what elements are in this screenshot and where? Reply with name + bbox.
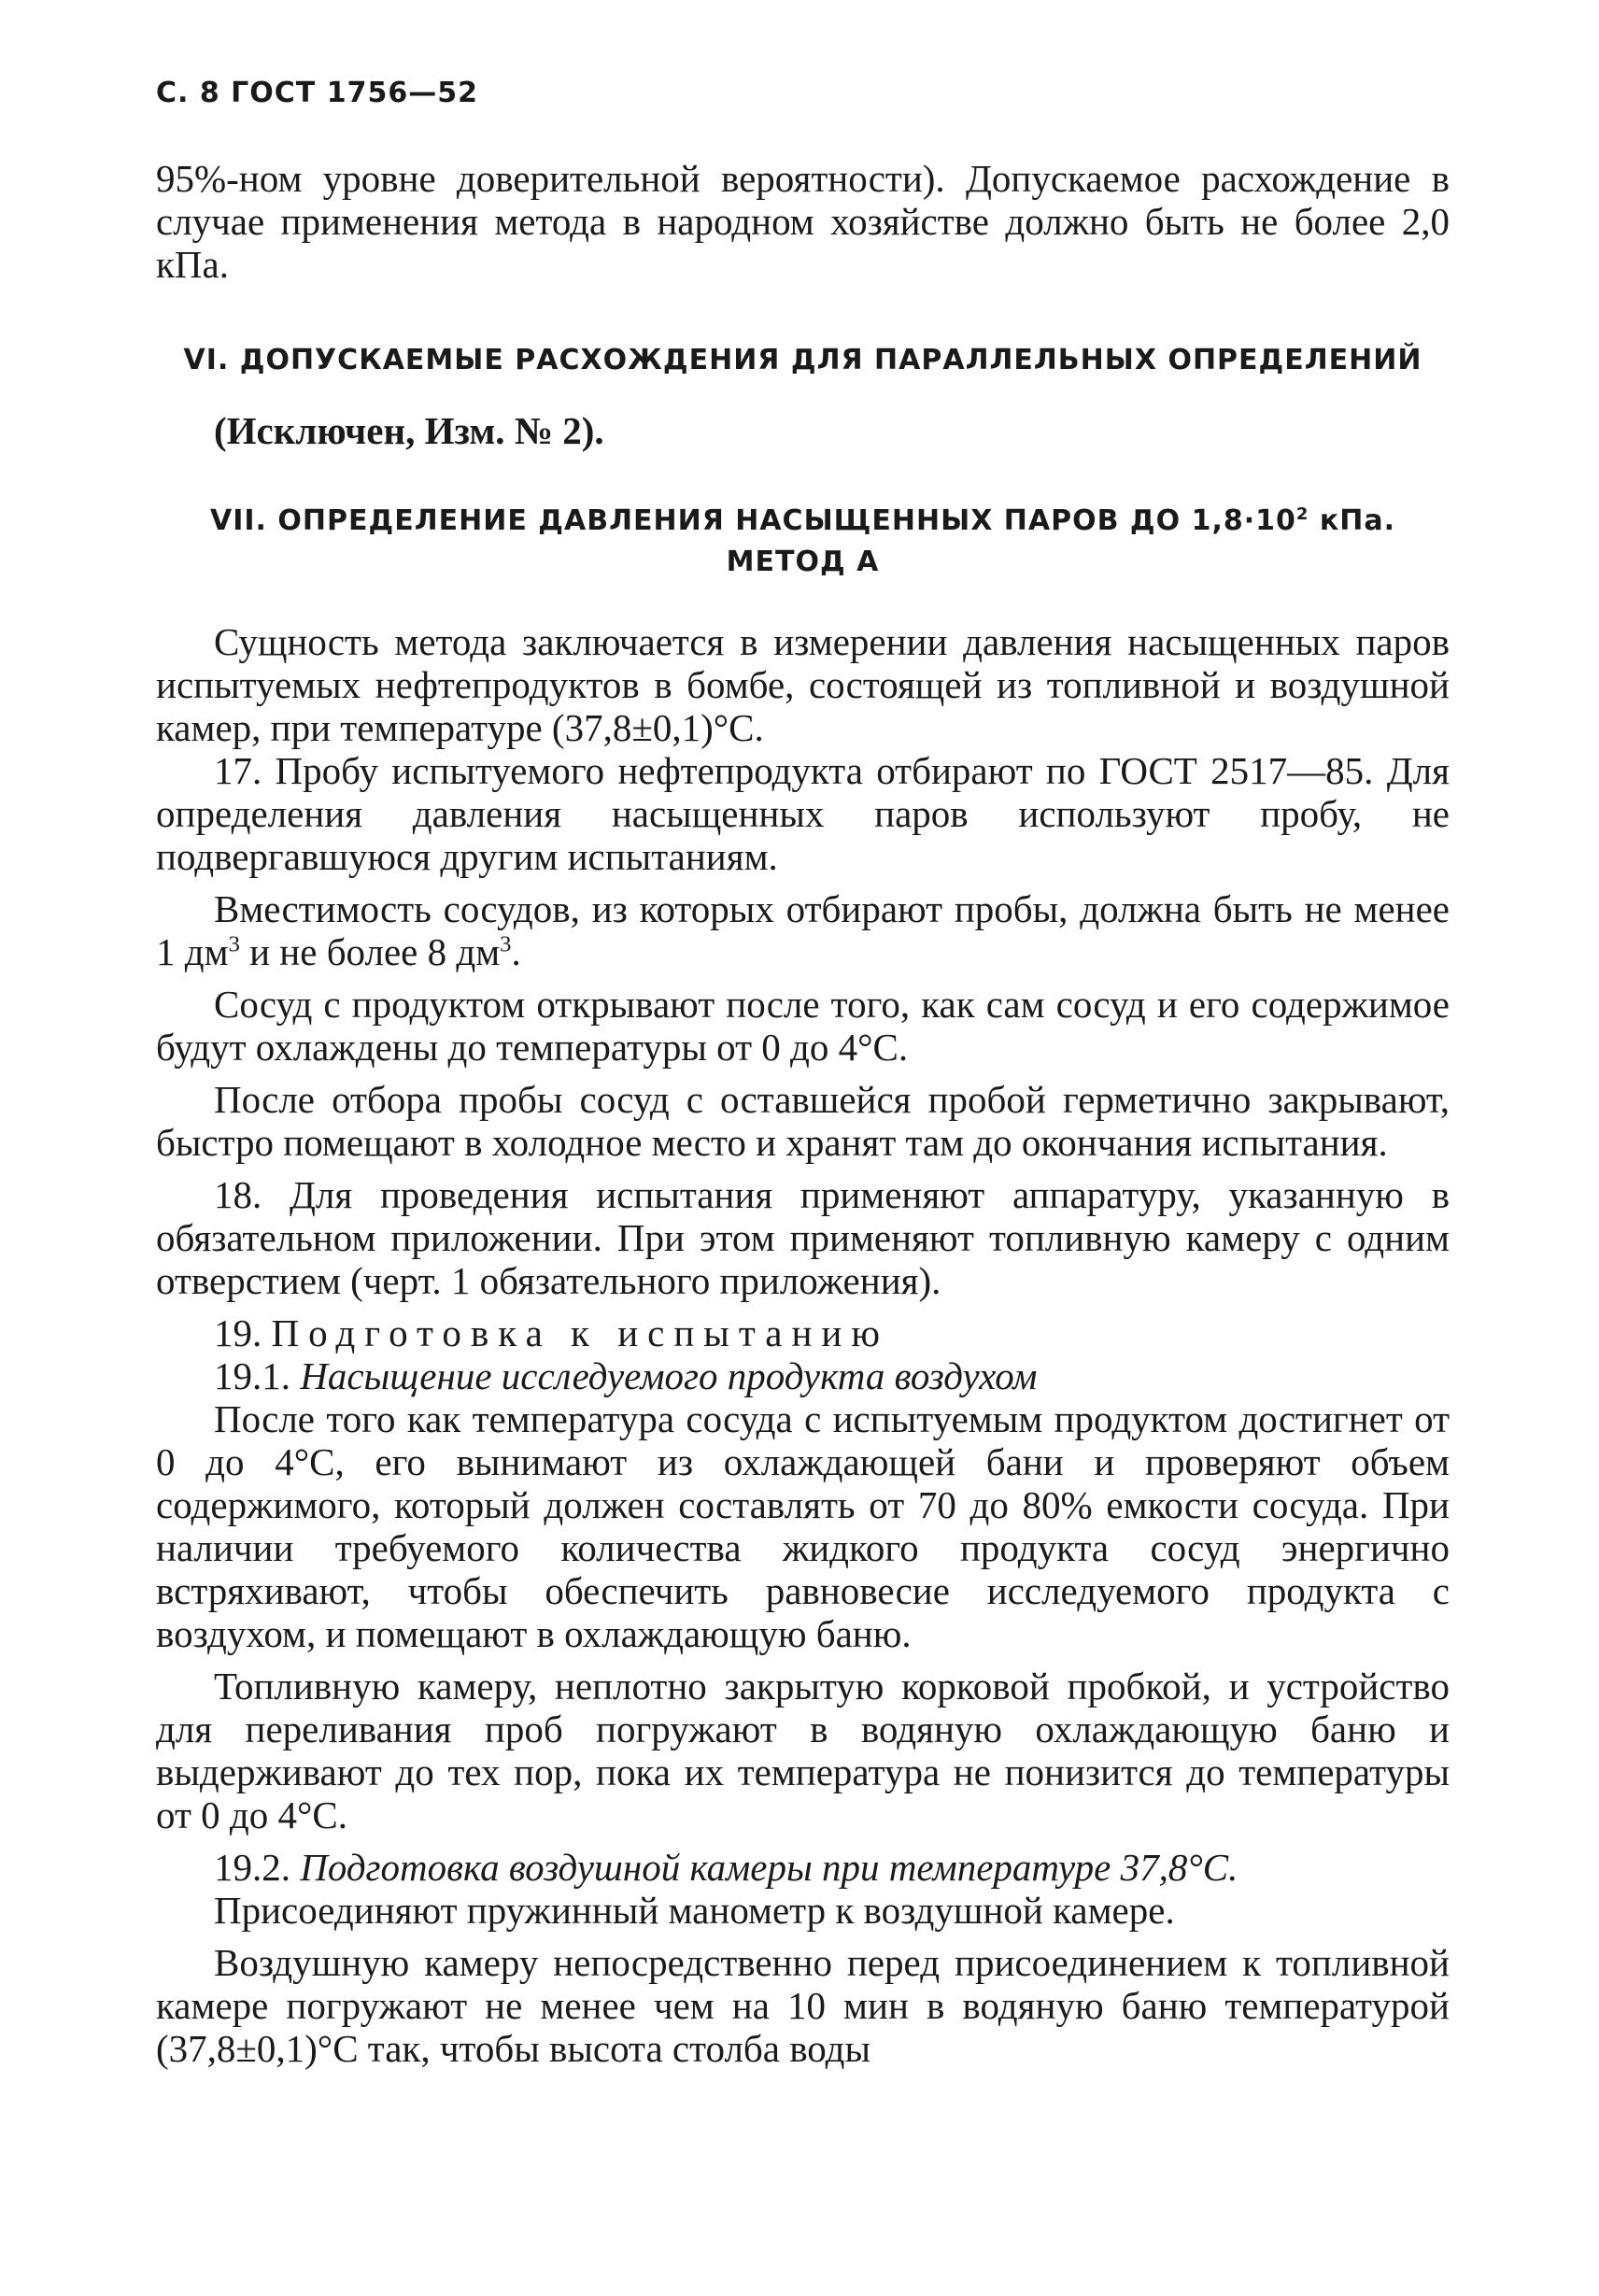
air-chamber-paragraph: Воздушную камеру непосредственно перед присоединением к топливной камере погружают не менее чем на 10 мин в водяную баню температурой (37,8±0,1)°С так, чтобы высота столба воды <box>156 1941 1450 2070</box>
section-vii-heading <box>156 501 1450 583</box>
clause-19-2-text: Присоединяют пружинный манометр к воздушной камере. <box>214 1889 1175 1932</box>
clause-17: 17. Пробу испытуемого нефтепродукта отбирают по ГОСТ 2517—85. Для определения давления насыщенных паров используют пробу, не подвергавшуюся другим испытаниям. <box>156 749 1450 878</box>
section-vi-excluded-note: (Исключен, Изм. № 2). <box>214 409 604 452</box>
clause-19-1-text: После того как температура сосуда с испытуемым продуктом достигнет от 0 до 4°С, его вынимают из охлаждающей бани и проверяют объем содержимого, который должен составлять от 70 до 80% емкости сосуда. При наличии требуемого количества жидкого продукта сосуд энергично встряхивают, чтобы обеспечить равновесие исследуемого продукта с воздухом, и помещают в охлаждающую баню. <box>156 1397 1450 1655</box>
vessel-open: Сосуд с продуктом открывают после того, как сам сосуд и его содержимое будут охлаждены до температуры от 0 до 4°С. <box>156 983 1450 1069</box>
clause-19-2-heading: 19.2. Подготовка воздушной камеры при температуре 37,8°С. <box>214 1846 1238 1889</box>
running-head: С. 8 ГОСТ 1756—52 <box>156 77 478 109</box>
section-vii-heading-line1: VII. ОПРЕДЕЛЕНИЕ ДАВЛЕНИЯ НАСЫЩЕННЫХ ПАРОВ ДО $1,8\cdot 10^2$ кПа. <box>210 504 1395 537</box>
method-essence: Сущность метода заключается в измерении давления насыщенных паров испытуемых нефтепродуктов в бомбе, состоящей из топливной и воздушной камер, при температуре (37,8±0,1)°С. <box>156 620 1450 749</box>
clause-18: 18. Для проведения испытания применяют аппаратуру, указанную в обязательном приложении. При этом применяют топливную камеру с одним отверстием (черт. 1 обязательного приложения). <box>156 1173 1450 1302</box>
clause-19-1-heading: 19.1. Насыщение исследуемого продукта воздухом <box>214 1354 1038 1397</box>
section-vii-body <box>156 620 1450 2070</box>
vessel-capacity: Вместимость сосудов, из которых отбирают пробы, должна быть не менее 1 $дм^3$ и не более 8 $дм^3$. <box>156 887 1450 973</box>
intro-paragraph: 95%-ном уровне доверительной вероятности). Допускаемое расхождение в случае применения метода в народном хозяйстве должно быть не более 2,0 кПа. <box>156 157 1450 286</box>
section-vii-heading-line2: МЕТОД А <box>726 546 880 578</box>
page-content <box>156 157 1450 2070</box>
clause-19-title: Подготовка к испытанию <box>271 1311 889 1354</box>
clause-19: 19. Подготовка к испытанию <box>214 1311 889 1354</box>
after-sampling: После отбора пробы сосуд с оставшейся пробой герметично закрывают, быстро помещают в холодное место и хранят там до окончания испытания. <box>156 1078 1450 1164</box>
clause-19-1-title: Насыщение исследуемого продукта воздухом <box>300 1354 1038 1397</box>
fuel-chamber-paragraph: Топливную камеру, неплотно закрытую корковой пробкой, и устройство для переливания проб погружают в водяную охлаждающую баню и выдерживают до тех пор, пока их температура не понизится до температуры от 0 до 4°С. <box>156 1665 1450 1836</box>
section-vi-heading: VI. ДОПУСКАЕМЫЕ РАСХОЖДЕНИЯ ДЛЯ ПАРАЛЛЕЛЬНЫХ ОПРЕДЕЛЕНИЙ <box>183 344 1422 376</box>
clause-19-2-title: Подготовка воздушной камеры при температуре 37,8°С. <box>300 1846 1238 1889</box>
